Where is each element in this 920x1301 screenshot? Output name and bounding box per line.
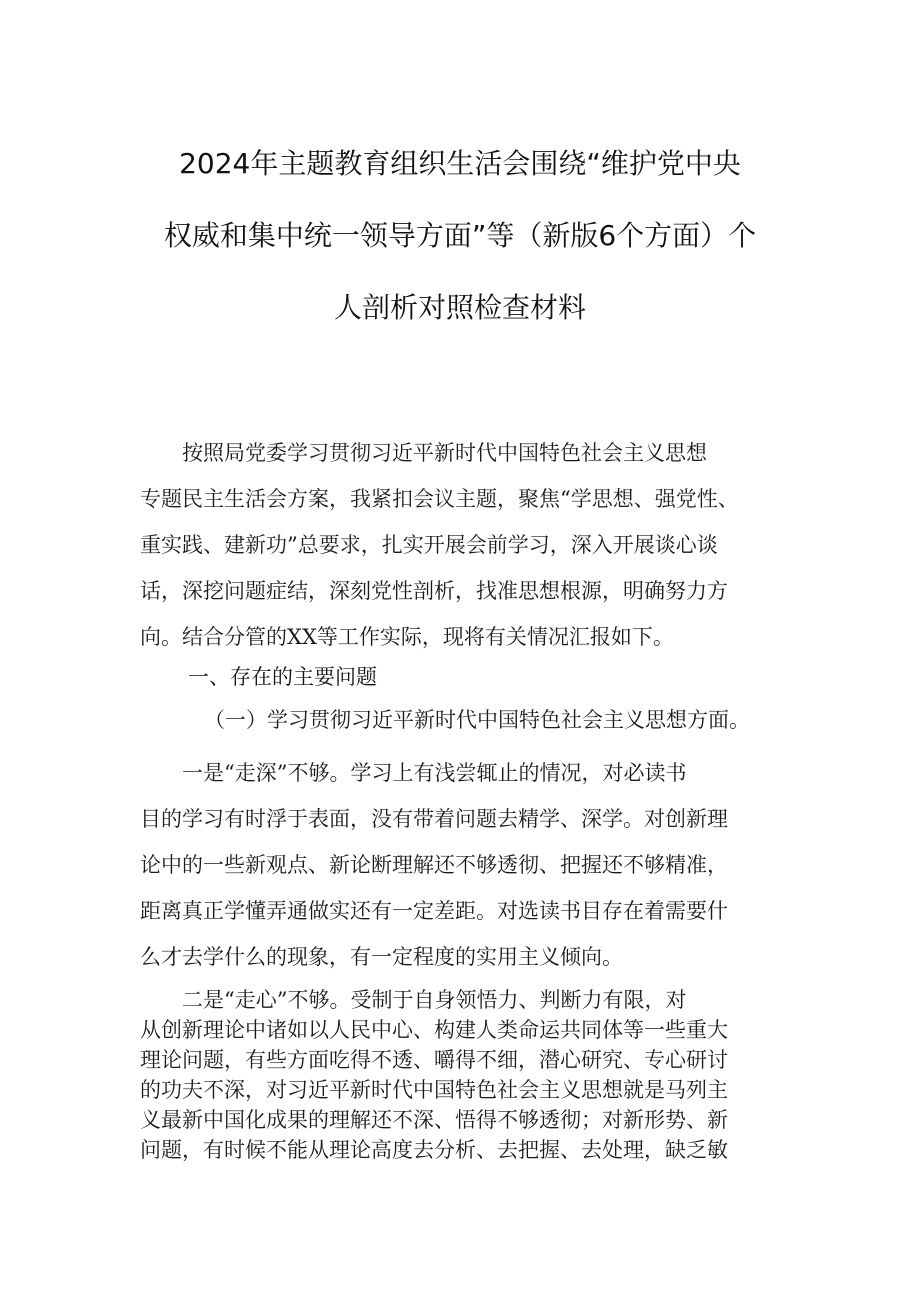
paragraph-line: 从创新理论中诸如以人民中心、构建人类命运共同体等一些重大 [140, 1018, 728, 1042]
document-title [110, 128, 810, 344]
title-line: 权威和集中统一领导方面”等（新版6个方面）个 [163, 219, 757, 252]
paragraph-line: 义最新中国化成果的理解还不深、悟得不够透彻；对新形势、新 [140, 1108, 728, 1132]
paragraph-line: 话，深挖问题症结，深刻党性剖析，找准思想根源，明确努力方 [140, 579, 728, 603]
paragraph-line: 向。结合分管的XX等工作实际，现将有关情况汇报如下。 [140, 625, 674, 649]
subsection-heading: （一）学习贯彻习近平新时代中国特色社会主义思想方面。 [204, 708, 750, 732]
intro-paragraph [140, 430, 780, 660]
paragraph-line: 么才去学什么的现象，有一定程度的实用主义倾向。 [140, 945, 623, 969]
paragraph-line: 专题民主生活会方案，我紧扣会议主题，聚焦“学思想、强党性、 [140, 487, 739, 511]
section-heading: 一、存在的主要问题 [188, 665, 377, 689]
title-line: 人剖析对照检查材料 [333, 291, 586, 324]
point-one-paragraph [140, 750, 780, 980]
paragraph-line: 目的学习有时浮于表面，没有带着问题去精学、深学。对创新理 [140, 807, 728, 831]
paragraph-line: 问题，有时候不能从理论高度去分析、去把握、去处理，缺乏敏 [140, 1138, 728, 1162]
paragraph-line: 的功夫不深，对习近平新时代中国特色社会主义思想就是马列主 [140, 1078, 728, 1102]
paragraph-line: 二是“走心”不够。受制于自身领悟力、判断力有限，对 [140, 988, 687, 1012]
point-two-paragraph [140, 985, 780, 1165]
paragraph-line: 一是“走深”不够。学习上有浅尝辄止的情况，对必读书 [140, 761, 687, 785]
paragraph-line: 重实践、建新功”总要求，扎实开展会前学习，深入开展谈心谈 [140, 533, 718, 557]
title-line: 2024年主题教育组织生活会围绕“维护党中央 [179, 147, 741, 180]
paragraph-line: 距离真正学懂弄通做实还有一定差距。对选读书目存在着需要什 [140, 899, 728, 923]
paragraph-line: 理论问题，有些方面吃得不透、嚼得不细，潜心研究、专心研讨 [140, 1048, 728, 1072]
paragraph-line: 按照局党委学习贯彻习近平新时代中国特色社会主义思想 [140, 441, 707, 465]
paragraph-line: 论中的一些新观点、新论断理解还不够透彻、把握还不够精准， [140, 853, 728, 877]
